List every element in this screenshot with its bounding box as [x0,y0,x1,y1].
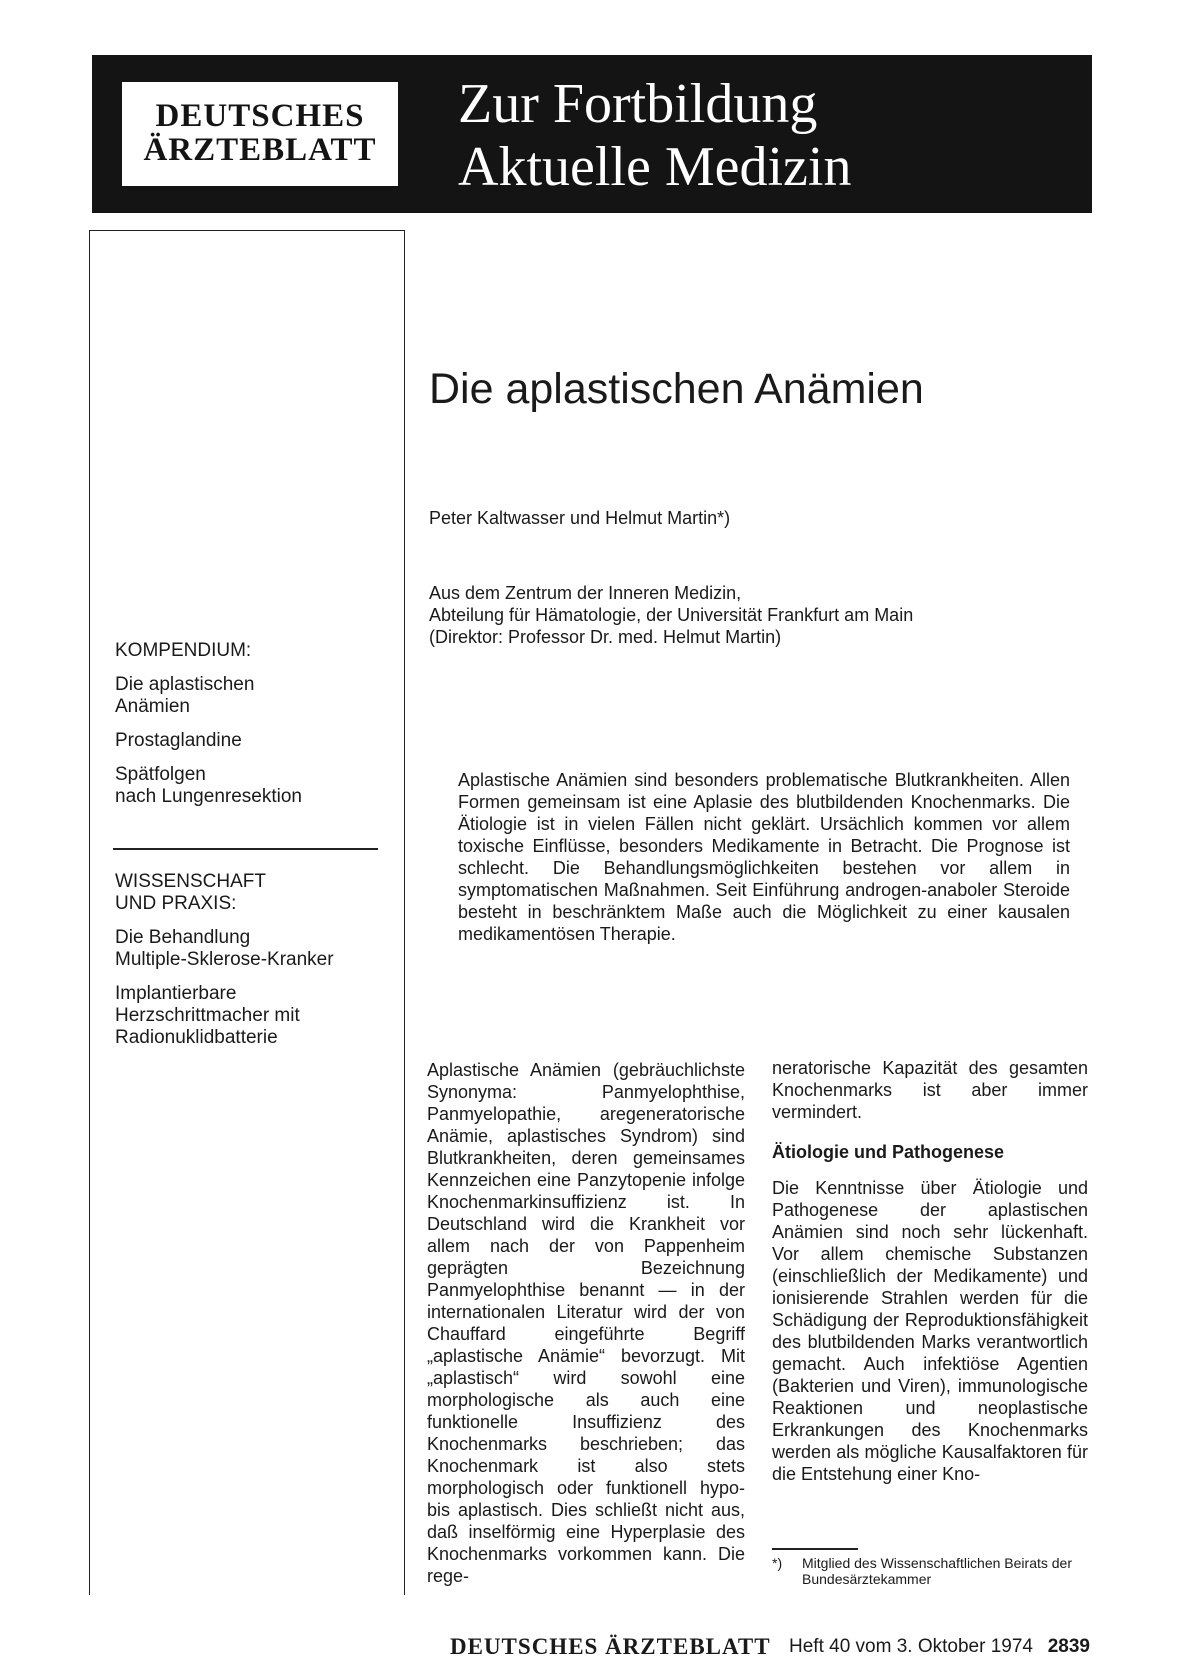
section-title: Zur Fortbildung [458,73,818,135]
header-banner [92,55,1092,213]
page-footer [450,1634,1090,1662]
footnote [772,1555,1102,1587]
body-column-right [772,1057,1088,1485]
body-column-left [427,1059,745,1587]
sidebar-item: Herzschrittmacher mit [115,1005,300,1026]
footer-issue: Heft 40 vom 3. Oktober 1974 [789,1636,1033,1657]
sidebar-item: Anämien [115,696,190,717]
body-paragraph: neratorische Kapazität des gesamten Knochenmarks ist aber immer vermindert. [772,1058,1088,1122]
affiliation-line: Aus dem Zentrum der Inneren Medizin, [429,583,742,603]
footer-journal: DEUTSCHES ÄRZTEBLATT [450,1634,771,1659]
affiliation-line: Abteilung für Hämatologie, der Universität Frankfurt am Main [429,605,914,625]
logo-line: DEUTSCHES [155,98,365,134]
affiliation [429,582,913,648]
wissenschaft-label: WISSENSCHAFT [115,871,266,892]
journal-logo [122,82,398,186]
body-paragraph: Die Kenntnisse über Ätiologie und Pathogenese der aplastischen Anämien sind noch sehr lückenhaft. Vor allem chemische Substanzen (einschließlich der Medikamente) und ionisierende Strahlen werden für die Schädigung der Reproduktionsfähigkeit des blutbildenden Marks verantwortlich gemacht. Auch infektiöse Agentien (Bakterien und Viren), immunologische Reaktionen und neoplastische Erkrankungen des Knochenmarks werden als mögliche Kausalfaktoren für die Entstehung einer Kno- [772,1178,1088,1484]
wissenschaft-label: UND PRAXIS: [115,893,237,914]
body-paragraph: Aplastische Anämien (gebräuchlichste Synonyma: Panmyelophthise, Panmyelopathie, aregeneratorische Anämie, aplastisches Syndrom) sind Blutkrankheiten, deren gemeinsames Kennzeichen eine Panzytopenie infolge Knochenmarkinsuffizienz ist. In Deutschland wird die Krankheit vor allem nach der von Pappenheim geprägten Bezeichnung Panmyelophthise benannt — in der internationalen Literatur wird der von Chauffard eingeführte Begriff „aplastische Anämie“ bevorzugt. Mit „aplastisch“ wird sowohl eine morphologische als auch eine funktionelle Insuffizienz des Knochenmarks beschrieben; das Knochenmark ist also stets morphologisch oder funktionell hypo- bis aplastisch. Dies schließt nicht aus, daß inselförmig eine Hyperplasie des Knochenmarks vorkommen kann. Die rege- [427,1060,745,1586]
page-number: 2839 [1047,1636,1090,1657]
section-subtitle: Aktuelle Medizin [458,136,852,198]
sidebar-item: Multiple-Sklerose-Kranker [115,949,334,970]
sidebar-divider [113,848,378,850]
sidebar-item: Die Behandlung [115,927,251,948]
section-heading: Ätiologie und Pathogenese [772,1142,1005,1162]
sidebar-item: Spätfolgen [115,764,206,785]
authors: Peter Kaltwasser und Helmut Martin*) [429,508,731,528]
footnote-divider [772,1548,858,1550]
kompendium-label: KOMPENDIUM: [115,640,252,661]
affiliation-line: (Direktor: Professor Dr. med. Helmut Martin) [429,627,782,647]
abstract: Aplastische Anämien sind besonders problematische Blutkrankheiten. Allen Formen gemeinsam ist eine Aplasie des blutbildenden Knochenmarks. Die Ätiologie ist in vielen Fällen nicht geklärt. Ursächlich kommen vor allem toxische Einflüsse, besonders Medikamente in Betracht. Die Prognose ist schlecht. Die Behandlungsmöglichkeiten bestehen vor allem in symptomatischen Maßnahmen. Seit Einführung androgen-anaboler Steroide besteht in beschränktem Maße auch die Möglichkeit zu einer kausalen medikamentösen Therapie. [458,770,1070,944]
footnote-text: Mitglied des Wissenschaftlichen Beirats der Bundesärztekammer [802,1555,1073,1587]
logo-line: ÄRZTEBLATT [143,132,377,168]
sidebar-item: Prostaglandine [115,730,242,751]
footnote-mark: *) [772,1555,783,1571]
sidebar-item: nach Lungenresektion [115,786,302,807]
sidebar-item: Radionuklidbatterie [115,1027,278,1048]
article-title: Die aplastischen Anämien [429,365,924,413]
sidebar-item: Implantierbare [115,983,237,1004]
sidebar-item: Die aplastischen [115,674,255,695]
